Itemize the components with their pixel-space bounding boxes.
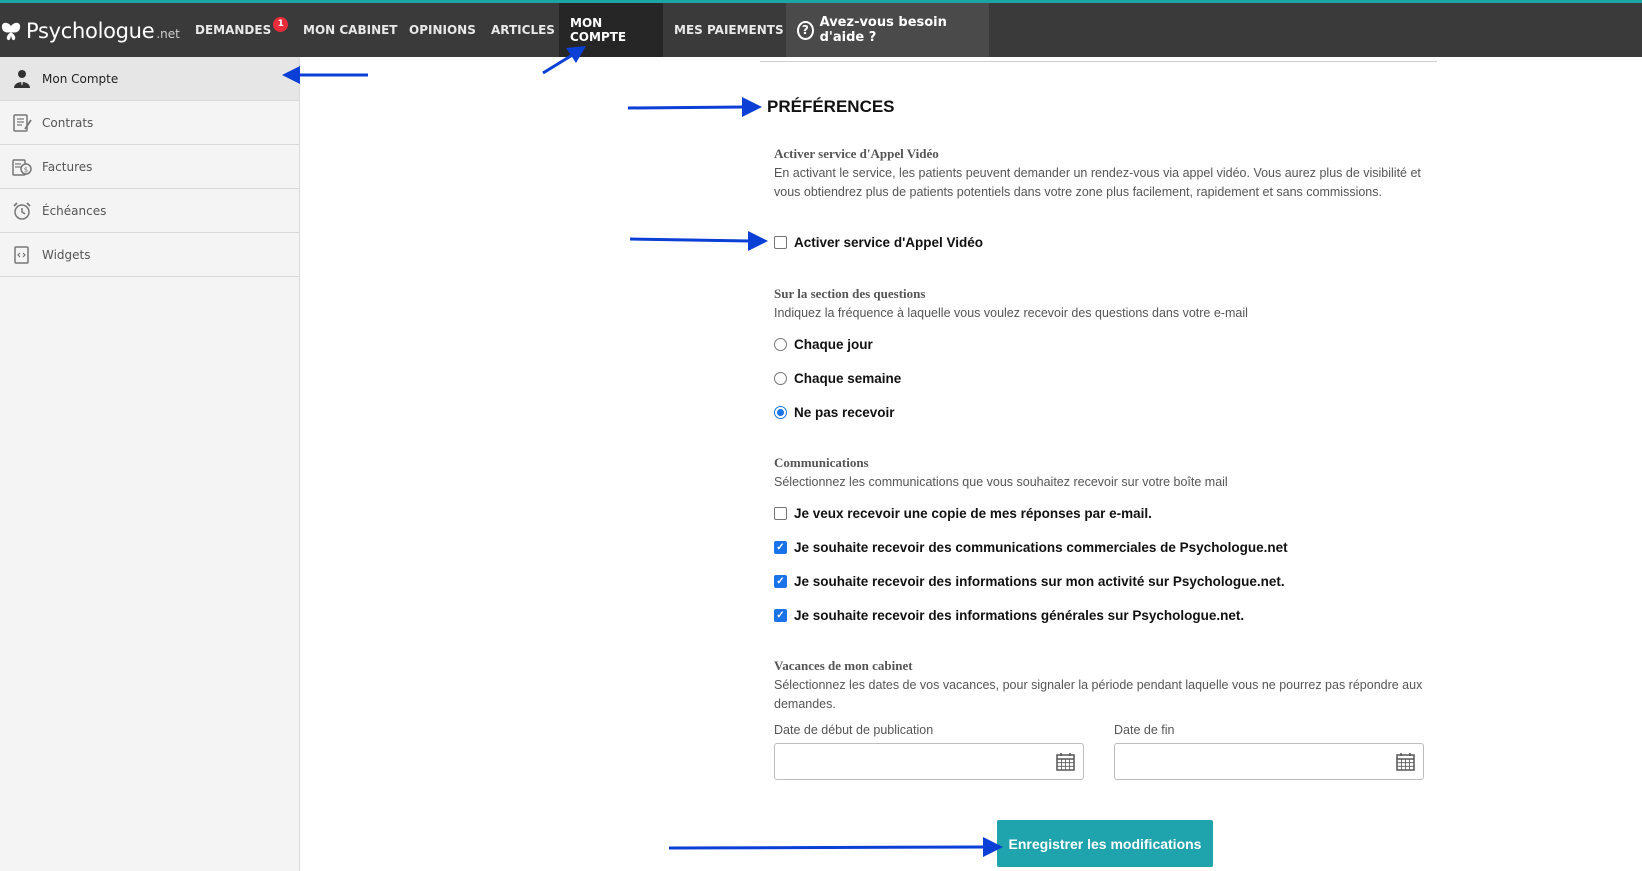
radio-label: Chaque jour bbox=[794, 337, 873, 352]
radio-option-chaque-semaine[interactable] bbox=[774, 371, 901, 386]
start-date-label: Date de début de publication bbox=[774, 723, 934, 737]
main-content bbox=[300, 57, 1642, 871]
sidebar-item-label: Widgets bbox=[42, 247, 91, 262]
comm-option-general[interactable] bbox=[774, 608, 1244, 623]
radio-label: Ne pas recevoir bbox=[794, 405, 895, 420]
nav-mon-cabinet-label: MON CABINET bbox=[303, 23, 398, 37]
section-title: PRÉFÉRENCES bbox=[767, 97, 895, 116]
notification-badge: 1 bbox=[273, 17, 288, 32]
nav-demandes[interactable] bbox=[184, 3, 299, 57]
divider bbox=[760, 61, 1437, 62]
end-date-input[interactable] bbox=[1114, 743, 1424, 780]
comm-checkbox-commercial[interactable]: ✓ bbox=[774, 541, 787, 554]
annotation-arrow-save-button bbox=[667, 834, 1007, 860]
logo[interactable] bbox=[0, 17, 180, 45]
sidebar-item-factures[interactable] bbox=[0, 145, 299, 189]
video-service-checkbox-label: Activer service d'Appel Vidéo bbox=[794, 235, 984, 250]
nav-mes-paiements[interactable] bbox=[663, 3, 795, 57]
alarm-clock-icon bbox=[12, 201, 32, 221]
sidebar-item-echeances[interactable] bbox=[0, 189, 299, 233]
communications-title: Communications bbox=[774, 455, 869, 470]
invoice-icon bbox=[12, 157, 32, 177]
annotation-arrow-preferences bbox=[626, 94, 764, 120]
nav-help[interactable] bbox=[786, 3, 989, 57]
svg-text:$: $ bbox=[23, 165, 29, 174]
user-icon bbox=[12, 69, 32, 89]
questions-description: Indiquez la fréquence à laquelle vous voulez recevoir des questions dans votre e-mail bbox=[774, 306, 1248, 320]
nav-articles-label: ARTICLES bbox=[491, 23, 555, 37]
video-service-description: En activant le service, les patients peuvent demander un rendez-vous via appel vidéo. Vous aurez plus de visibilité et vous obtiendrez plus de patients potentiels dans votre zone plus facilement, rapidement et sans commissions. bbox=[774, 166, 1421, 199]
logo-tld: .net bbox=[156, 27, 180, 41]
video-service-checkbox[interactable] bbox=[774, 236, 787, 249]
widget-code-icon bbox=[12, 245, 32, 265]
video-service-title: Activer service d'Appel Vidéo bbox=[774, 146, 939, 161]
annotation-arrow-video-checkbox bbox=[628, 228, 770, 254]
checkbox-label: Je veux recevoir une copie de mes réponses par e-mail. bbox=[794, 506, 1152, 521]
radio-option-chaque-jour[interactable] bbox=[774, 337, 873, 352]
comm-option-copy-responses[interactable] bbox=[774, 506, 1152, 521]
vacances-title: Vacances de mon cabinet bbox=[774, 658, 913, 673]
nav-mon-cabinet[interactable] bbox=[292, 3, 409, 57]
comm-option-activity[interactable] bbox=[774, 574, 1285, 589]
checkbox-label: Je souhaite recevoir des informations générales sur Psychologue.net. bbox=[794, 608, 1245, 623]
radio-label: Chaque semaine bbox=[794, 371, 902, 386]
comm-checkbox-activity[interactable]: ✓ bbox=[774, 575, 787, 588]
checkbox-label: Je souhaite recevoir des communications commerciales de Psychologue.net bbox=[794, 540, 1288, 555]
comm-option-commercial[interactable] bbox=[774, 540, 1288, 555]
top-navbar bbox=[0, 0, 1642, 57]
vacances-description: Sélectionnez les dates de vos vacances, pour signaler la période pendant laquelle vous ne pourrez pas répondre aux demandes. bbox=[774, 678, 1423, 711]
nav-opinions-label: OPINIONS bbox=[409, 23, 476, 37]
nav-mes-paiements-label: MES PAIEMENTS bbox=[674, 23, 784, 37]
nav-demandes-label: DEMANDES bbox=[195, 23, 272, 37]
contract-icon bbox=[12, 113, 32, 133]
nav-help-label: Avez-vous besoin d'aide ? bbox=[819, 15, 947, 45]
annotation-arrow-sidebar bbox=[280, 60, 370, 90]
sidebar-item-label: Échéances bbox=[42, 203, 107, 218]
radio-chaque-semaine[interactable] bbox=[774, 372, 787, 385]
sidebar-item-mon-compte[interactable] bbox=[0, 57, 299, 101]
calendar-icon[interactable] bbox=[1056, 752, 1075, 771]
sidebar-item-widgets[interactable] bbox=[0, 233, 299, 277]
radio-option-ne-pas-recevoir[interactable] bbox=[774, 405, 895, 420]
start-date-input[interactable] bbox=[774, 743, 1084, 780]
radio-chaque-jour[interactable] bbox=[774, 338, 787, 351]
sidebar bbox=[0, 57, 300, 871]
radio-ne-pas-recevoir[interactable] bbox=[774, 406, 787, 419]
sidebar-item-contrats[interactable] bbox=[0, 101, 299, 145]
video-service-option[interactable] bbox=[774, 235, 983, 250]
questions-title: Sur la section des questions bbox=[774, 286, 926, 301]
end-date-label: Date de fin bbox=[1114, 723, 1175, 737]
calendar-icon[interactable] bbox=[1396, 752, 1415, 771]
sidebar-item-label: Factures bbox=[42, 159, 93, 174]
communications-description: Sélectionnez les communications que vous souhaitez recevoir sur votre boîte mail bbox=[774, 475, 1228, 489]
logo-name: Psychologue bbox=[26, 19, 155, 43]
question-circle-icon: ? bbox=[797, 21, 814, 40]
comm-checkbox-general[interactable]: ✓ bbox=[774, 609, 787, 622]
checkbox-label: Je souhaite recevoir des informations sur mon activité sur Psychologue.net. bbox=[794, 574, 1285, 589]
butterfly-logo-icon bbox=[0, 20, 22, 42]
comm-checkbox-copy-responses[interactable] bbox=[774, 507, 787, 520]
nav-mon-compte-label: MON COMPTE bbox=[570, 16, 627, 44]
sidebar-item-label: Contrats bbox=[42, 115, 94, 130]
save-changes-button[interactable]: Enregistrer les modifications bbox=[997, 820, 1213, 867]
nav-opinions[interactable] bbox=[398, 3, 487, 57]
annotation-arrow-mon-compte bbox=[540, 44, 590, 76]
sidebar-item-label: Mon Compte bbox=[42, 71, 119, 86]
